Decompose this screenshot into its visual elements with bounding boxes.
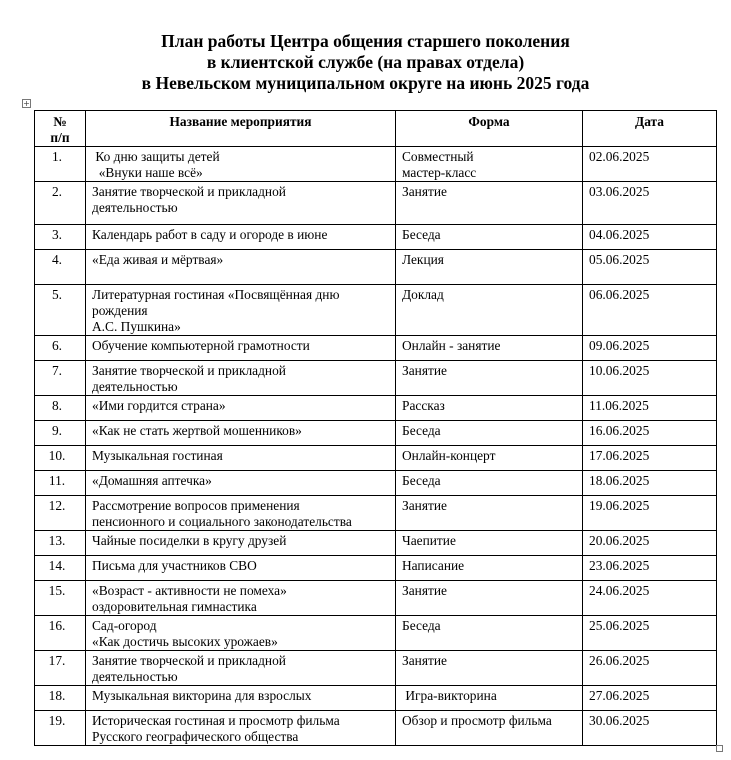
event-form-cell [396, 336, 583, 361]
row-number: 3. [35, 225, 86, 250]
table-row [35, 225, 717, 250]
event-form-cell [396, 496, 583, 531]
event-name-cell [86, 556, 396, 581]
event-form-line: Беседа [402, 618, 441, 633]
event-date: 26.06.2025 [583, 651, 717, 686]
event-form-cell [396, 285, 583, 336]
event-name-cell [86, 147, 396, 182]
table-row [35, 336, 717, 361]
row-number: 17. [35, 651, 86, 686]
event-date: 23.06.2025 [583, 556, 717, 581]
event-form-line: Занятие [402, 184, 447, 199]
row-number: 2. [35, 182, 86, 225]
event-name-cell [86, 361, 396, 396]
header-num-line: п/п [50, 130, 70, 145]
event-date: 25.06.2025 [583, 616, 717, 651]
events-table [34, 110, 717, 746]
row-number: 15. [35, 581, 86, 616]
row-number: 12. [35, 496, 86, 531]
event-name-line: Литературная гостиная «Посвящённая дню [92, 287, 340, 302]
event-date: 09.06.2025 [583, 336, 717, 361]
event-name-line: деятельностью [92, 379, 178, 394]
row-number: 10. [35, 446, 86, 471]
table-row [35, 446, 717, 471]
event-date: 05.06.2025 [583, 250, 717, 285]
event-form-line: Занятие [402, 498, 447, 513]
table-resize-handle[interactable] [716, 745, 723, 752]
header-date: Дата [583, 111, 717, 147]
event-name-cell [86, 225, 396, 250]
event-form-cell [396, 711, 583, 746]
event-name-line: Рассмотрение вопросов применения [92, 498, 300, 513]
event-date: 04.06.2025 [583, 225, 717, 250]
event-form-line: Занятие [402, 583, 447, 598]
event-name-line: пенсионного и социального законодательства [92, 514, 352, 529]
event-name-line: «Еда живая и мёртвая» [92, 252, 224, 267]
event-name-cell [86, 421, 396, 446]
event-date: 11.06.2025 [583, 396, 717, 421]
event-form-line: Совместный [402, 149, 474, 164]
table-row [35, 471, 717, 496]
event-form-line: Лекция [402, 252, 444, 267]
event-form-line: Занятие [402, 653, 447, 668]
event-date: 19.06.2025 [583, 496, 717, 531]
event-name-cell [86, 446, 396, 471]
event-date: 17.06.2025 [583, 446, 717, 471]
event-name-line: Занятие творческой и прикладной [92, 184, 286, 199]
event-name-cell [86, 336, 396, 361]
event-name-cell [86, 285, 396, 336]
event-form-cell [396, 225, 583, 250]
event-name-cell [86, 711, 396, 746]
table-row [35, 711, 717, 746]
row-number: 6. [35, 336, 86, 361]
event-name-line: А.С. Пушкина» [92, 319, 181, 334]
event-form-line: Доклад [402, 287, 444, 302]
row-number: 14. [35, 556, 86, 581]
header-name: Название мероприятия [86, 111, 396, 147]
event-name-line: Историческая гостиная и просмотр фильма [92, 713, 340, 728]
event-name-cell [86, 471, 396, 496]
event-date: 02.06.2025 [583, 147, 717, 182]
event-form-cell [396, 446, 583, 471]
row-number: 1. [35, 147, 86, 182]
row-number: 7. [35, 361, 86, 396]
event-date: 10.06.2025 [583, 361, 717, 396]
event-name-line: Занятие творческой и прикладной [92, 653, 286, 668]
event-form-line: Чаепитие [402, 533, 456, 548]
event-form-line: Беседа [402, 227, 441, 242]
event-name-line: оздоровительная гимнастика [92, 599, 257, 614]
event-date: 27.06.2025 [583, 686, 717, 711]
table-row [35, 421, 717, 446]
event-name-cell [86, 182, 396, 225]
event-name-cell [86, 496, 396, 531]
event-date: 30.06.2025 [583, 711, 717, 746]
event-form-cell [396, 651, 583, 686]
event-name-line: «Как не стать жертвой мошенников» [92, 423, 302, 438]
row-number: 16. [35, 616, 86, 651]
event-form-cell [396, 361, 583, 396]
event-form-line: Беседа [402, 423, 441, 438]
event-name-line: Чайные посиделки в кругу друзей [92, 533, 287, 548]
event-form-cell [396, 147, 583, 182]
table-row [35, 396, 717, 421]
event-name-line: Занятие творческой и прикладной [92, 363, 286, 378]
document-title [0, 31, 731, 94]
event-name-cell [86, 531, 396, 556]
event-form-line: Беседа [402, 473, 441, 488]
event-name-line: Ко дню защиты детей [92, 149, 220, 164]
table-row [35, 496, 717, 531]
table-row [35, 250, 717, 285]
event-form-line: Обзор и просмотр фильма [402, 713, 552, 728]
event-form-line: мастер-класс [402, 165, 477, 180]
table-row [35, 556, 717, 581]
event-form-line: Написание [402, 558, 465, 573]
event-name-line: Русского географического общества [92, 729, 299, 744]
event-form-line: Рассказ [402, 398, 445, 413]
event-form-line: Игра-викторина [402, 688, 497, 703]
row-number: 19. [35, 711, 86, 746]
event-name-line: деятельностью [92, 200, 178, 215]
event-form-cell [396, 686, 583, 711]
table-row [35, 686, 717, 711]
event-form-cell [396, 182, 583, 225]
table-move-handle-icon[interactable]: + [23, 99, 30, 108]
table-row [35, 616, 717, 651]
table-row [35, 531, 717, 556]
row-number: 18. [35, 686, 86, 711]
event-date: 18.06.2025 [583, 471, 717, 496]
event-form-cell [396, 421, 583, 446]
table-row [35, 285, 717, 336]
event-name-line: деятельностью [92, 669, 178, 684]
event-name-line: Обучение компьютерной грамотности [92, 338, 310, 353]
table-row [35, 581, 717, 616]
event-name-line: Письма для участников СВО [92, 558, 257, 573]
event-name-line: «Домашняя аптечка» [92, 473, 212, 488]
title-line: в клиентской службе (на правах отдела) [206, 52, 525, 72]
event-form-cell [396, 471, 583, 496]
event-date: 20.06.2025 [583, 531, 717, 556]
table-header-row [35, 111, 717, 147]
event-form-cell [396, 581, 583, 616]
header-num [35, 111, 86, 147]
event-name-cell [86, 686, 396, 711]
title-line: План работы Центра общения старшего поколения [161, 31, 570, 51]
event-date: 06.06.2025 [583, 285, 717, 336]
header-form: Форма [396, 111, 583, 147]
table-row [35, 361, 717, 396]
table-row [35, 147, 717, 182]
event-form-cell [396, 396, 583, 421]
event-name-cell [86, 396, 396, 421]
event-date: 03.06.2025 [583, 182, 717, 225]
row-number: 13. [35, 531, 86, 556]
event-form-cell [396, 556, 583, 581]
row-number: 5. [35, 285, 86, 336]
event-form-line: Онлайн - занятие [402, 338, 501, 353]
title-line: в Невельском муниципальном округе на июнь 2025 года [141, 73, 590, 93]
row-number: 4. [35, 250, 86, 285]
table-body [35, 147, 717, 746]
event-date: 16.06.2025 [583, 421, 717, 446]
event-name-cell [86, 651, 396, 686]
row-number: 8. [35, 396, 86, 421]
event-name-line: рождения [92, 303, 148, 318]
event-form-line: Онлайн-концерт [402, 448, 496, 463]
row-number: 11. [35, 471, 86, 496]
event-name-line: «Ими гордится страна» [92, 398, 226, 413]
event-name-line: Сад-огород [92, 618, 157, 633]
event-name-cell [86, 250, 396, 285]
event-form-line: Занятие [402, 363, 447, 378]
event-form-cell [396, 250, 583, 285]
event-name-line: Календарь работ в саду и огороде в июне [92, 227, 328, 242]
event-date: 24.06.2025 [583, 581, 717, 616]
event-name-line: «Возраст - активности не помеха» [92, 583, 287, 598]
event-name-line: Музыкальная гостиная [92, 448, 223, 463]
event-form-cell [396, 616, 583, 651]
event-name-line: Музыкальная викторина для взрослых [92, 688, 312, 703]
event-name-cell [86, 581, 396, 616]
event-name-cell [86, 616, 396, 651]
row-number: 9. [35, 421, 86, 446]
table-row [35, 651, 717, 686]
event-name-line: «Внуки наше всё» [92, 165, 203, 180]
event-name-line: «Как достичь высоких урожаев» [92, 634, 278, 649]
table-row [35, 182, 717, 225]
event-form-cell [396, 531, 583, 556]
header-num-line: № [53, 114, 67, 129]
